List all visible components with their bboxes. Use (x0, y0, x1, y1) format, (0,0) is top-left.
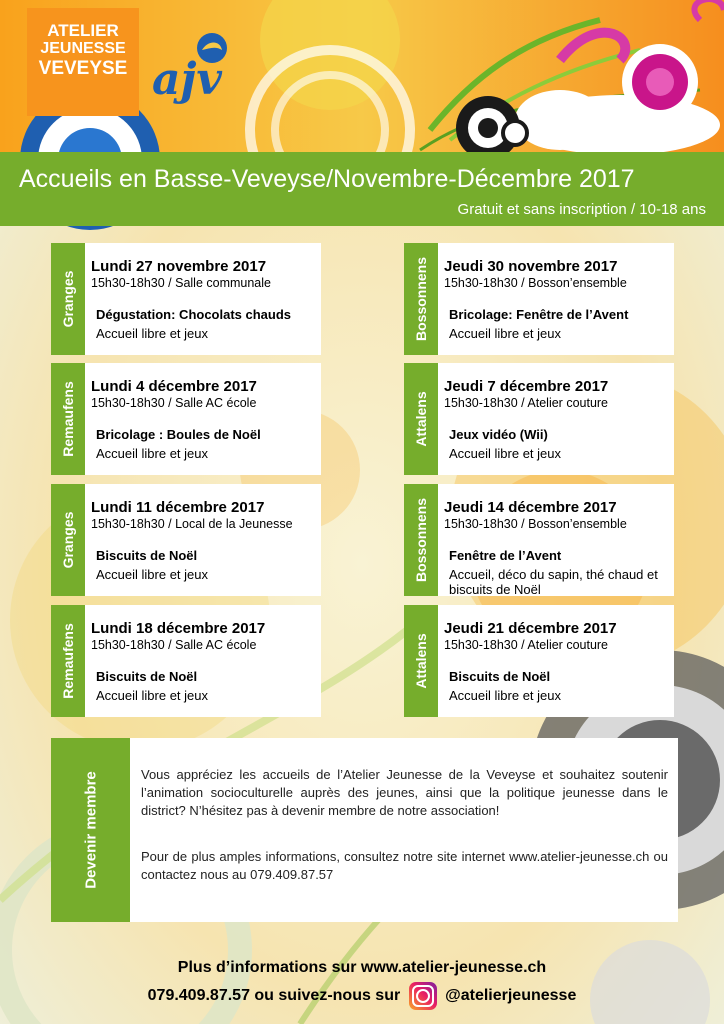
village-label: Attalens (413, 633, 429, 689)
event-time-place: 15h30-18h30 / Salle communale (91, 276, 271, 290)
village-label: Remaufens (60, 623, 76, 699)
event-description: Accueil libre et jeux (449, 326, 561, 341)
event-card (404, 605, 674, 717)
village-tab (404, 484, 438, 596)
event-activity: Biscuits de Noël (449, 669, 551, 684)
event-card (404, 484, 674, 596)
event-activity: Fenêtre de l’Avent (449, 548, 562, 563)
event-description: Accueil libre et jeux (96, 446, 208, 461)
logo (27, 8, 139, 116)
page-title: Accueils en Basse-Veveyse/Novembre-Décembre 2017 (19, 165, 635, 193)
village-tab (404, 243, 438, 355)
event-date: Jeudi 14 décembre 2017 (444, 499, 617, 516)
footer-phone-text: 079.409.87.57 ou suivez-nous sur (147, 987, 401, 1004)
event-card (404, 243, 674, 355)
village-tab (51, 363, 85, 475)
event-activity: Biscuits de Noël (96, 669, 198, 684)
event-card (51, 605, 321, 717)
event-description: Accueil libre et jeux (449, 688, 561, 703)
village-label: Granges (60, 270, 76, 328)
membership-paragraph: Vous appréciez les accueils de l’Atelier Jeunesse de la Veveyse et souhaitez soutenir l’animation socioculturelle auprès des jeunes, ainsi que la politique jeunesse dans le district? N’hésitez pas à devenir membre de notre association! (141, 767, 668, 818)
event-time-place: 15h30-18h30 / Bosson’ensemble (444, 517, 627, 531)
event-description: Accueil libre et jeux (96, 567, 208, 582)
event-description: Accueil libre et jeux (96, 326, 208, 341)
event-description: Accueil, déco du sapin, thé chaud et biscuits de Noël (449, 567, 658, 597)
event-date: Lundi 4 décembre 2017 (91, 378, 257, 395)
footer (0, 955, 724, 1011)
village-tab (51, 484, 85, 596)
event-card (51, 243, 321, 355)
event-card (51, 484, 321, 596)
membership-tab-label: Devenir membre (82, 771, 99, 889)
village-label: Bossonnens (413, 256, 429, 342)
village-tab (404, 363, 438, 475)
membership-tab (51, 738, 130, 922)
event-description: Accueil libre et jeux (449, 446, 561, 461)
event-card (51, 363, 321, 475)
village-tab (51, 243, 85, 355)
ajv-logo-mark (150, 30, 245, 115)
logo-line-1: ATELIER (47, 21, 119, 40)
event-date: Jeudi 30 novembre 2017 (444, 258, 618, 275)
event-time-place: 15h30-18h30 / Salle AC école (91, 396, 257, 410)
event-date: Lundi 27 novembre 2017 (91, 258, 267, 275)
ajv-mark-text: ajv (152, 54, 222, 105)
event-time-place: 15h30-18h30 / Salle AC école (91, 638, 257, 652)
village-label: Granges (60, 511, 76, 569)
page-subtitle: Gratuit et sans inscription / 10-18 ans (457, 201, 706, 218)
title-banner (0, 152, 724, 226)
event-date: Lundi 18 décembre 2017 (91, 620, 266, 637)
village-label: Attalens (413, 391, 429, 447)
logo-line-3: VEVEYSE (38, 58, 128, 79)
instagram-handle[interactable]: @atelierjeunesse (445, 987, 577, 1004)
event-activity: Biscuits de Noël (96, 548, 198, 563)
event-activity: Bricolage: Fenêtre de l’Avent (449, 307, 629, 322)
membership-box (51, 738, 678, 922)
logo-line-2: JEUNESSE (40, 40, 126, 57)
event-time-place: 15h30-18h30 / Bosson’ensemble (444, 276, 627, 290)
event-date: Jeudi 7 décembre 2017 (444, 378, 609, 395)
event-time-place: 15h30-18h30 / Atelier couture (444, 396, 609, 410)
village-label: Remaufens (60, 381, 76, 457)
event-date: Lundi 11 décembre 2017 (91, 499, 265, 516)
footer-social-line (0, 981, 724, 1011)
event-time-place: 15h30-18h30 / Atelier couture (444, 638, 609, 652)
event-date: Jeudi 21 décembre 2017 (444, 620, 617, 637)
event-activity: Jeux vidéo (Wii) (449, 427, 548, 442)
village-tab (51, 605, 85, 717)
event-activity: Dégustation: Chocolats chauds (96, 307, 292, 322)
village-label: Bossonnens (413, 497, 429, 583)
membership-contact-paragraph: Pour de plus amples informations, consultez notre site internet www.atelier-jeunesse.ch ou contactez nous au 079.409.87.57 (141, 849, 668, 882)
event-time-place: 15h30-18h30 / Local de la Jeunesse (91, 517, 293, 531)
footer-website-line: Plus d’informations sur www.atelier-jeunesse.ch (177, 959, 547, 976)
event-activity: Bricolage : Boules de Noël (96, 427, 261, 442)
instagram-icon[interactable] (409, 982, 437, 1010)
event-description: Accueil libre et jeux (96, 688, 208, 703)
village-tab (404, 605, 438, 717)
event-card (404, 363, 674, 475)
